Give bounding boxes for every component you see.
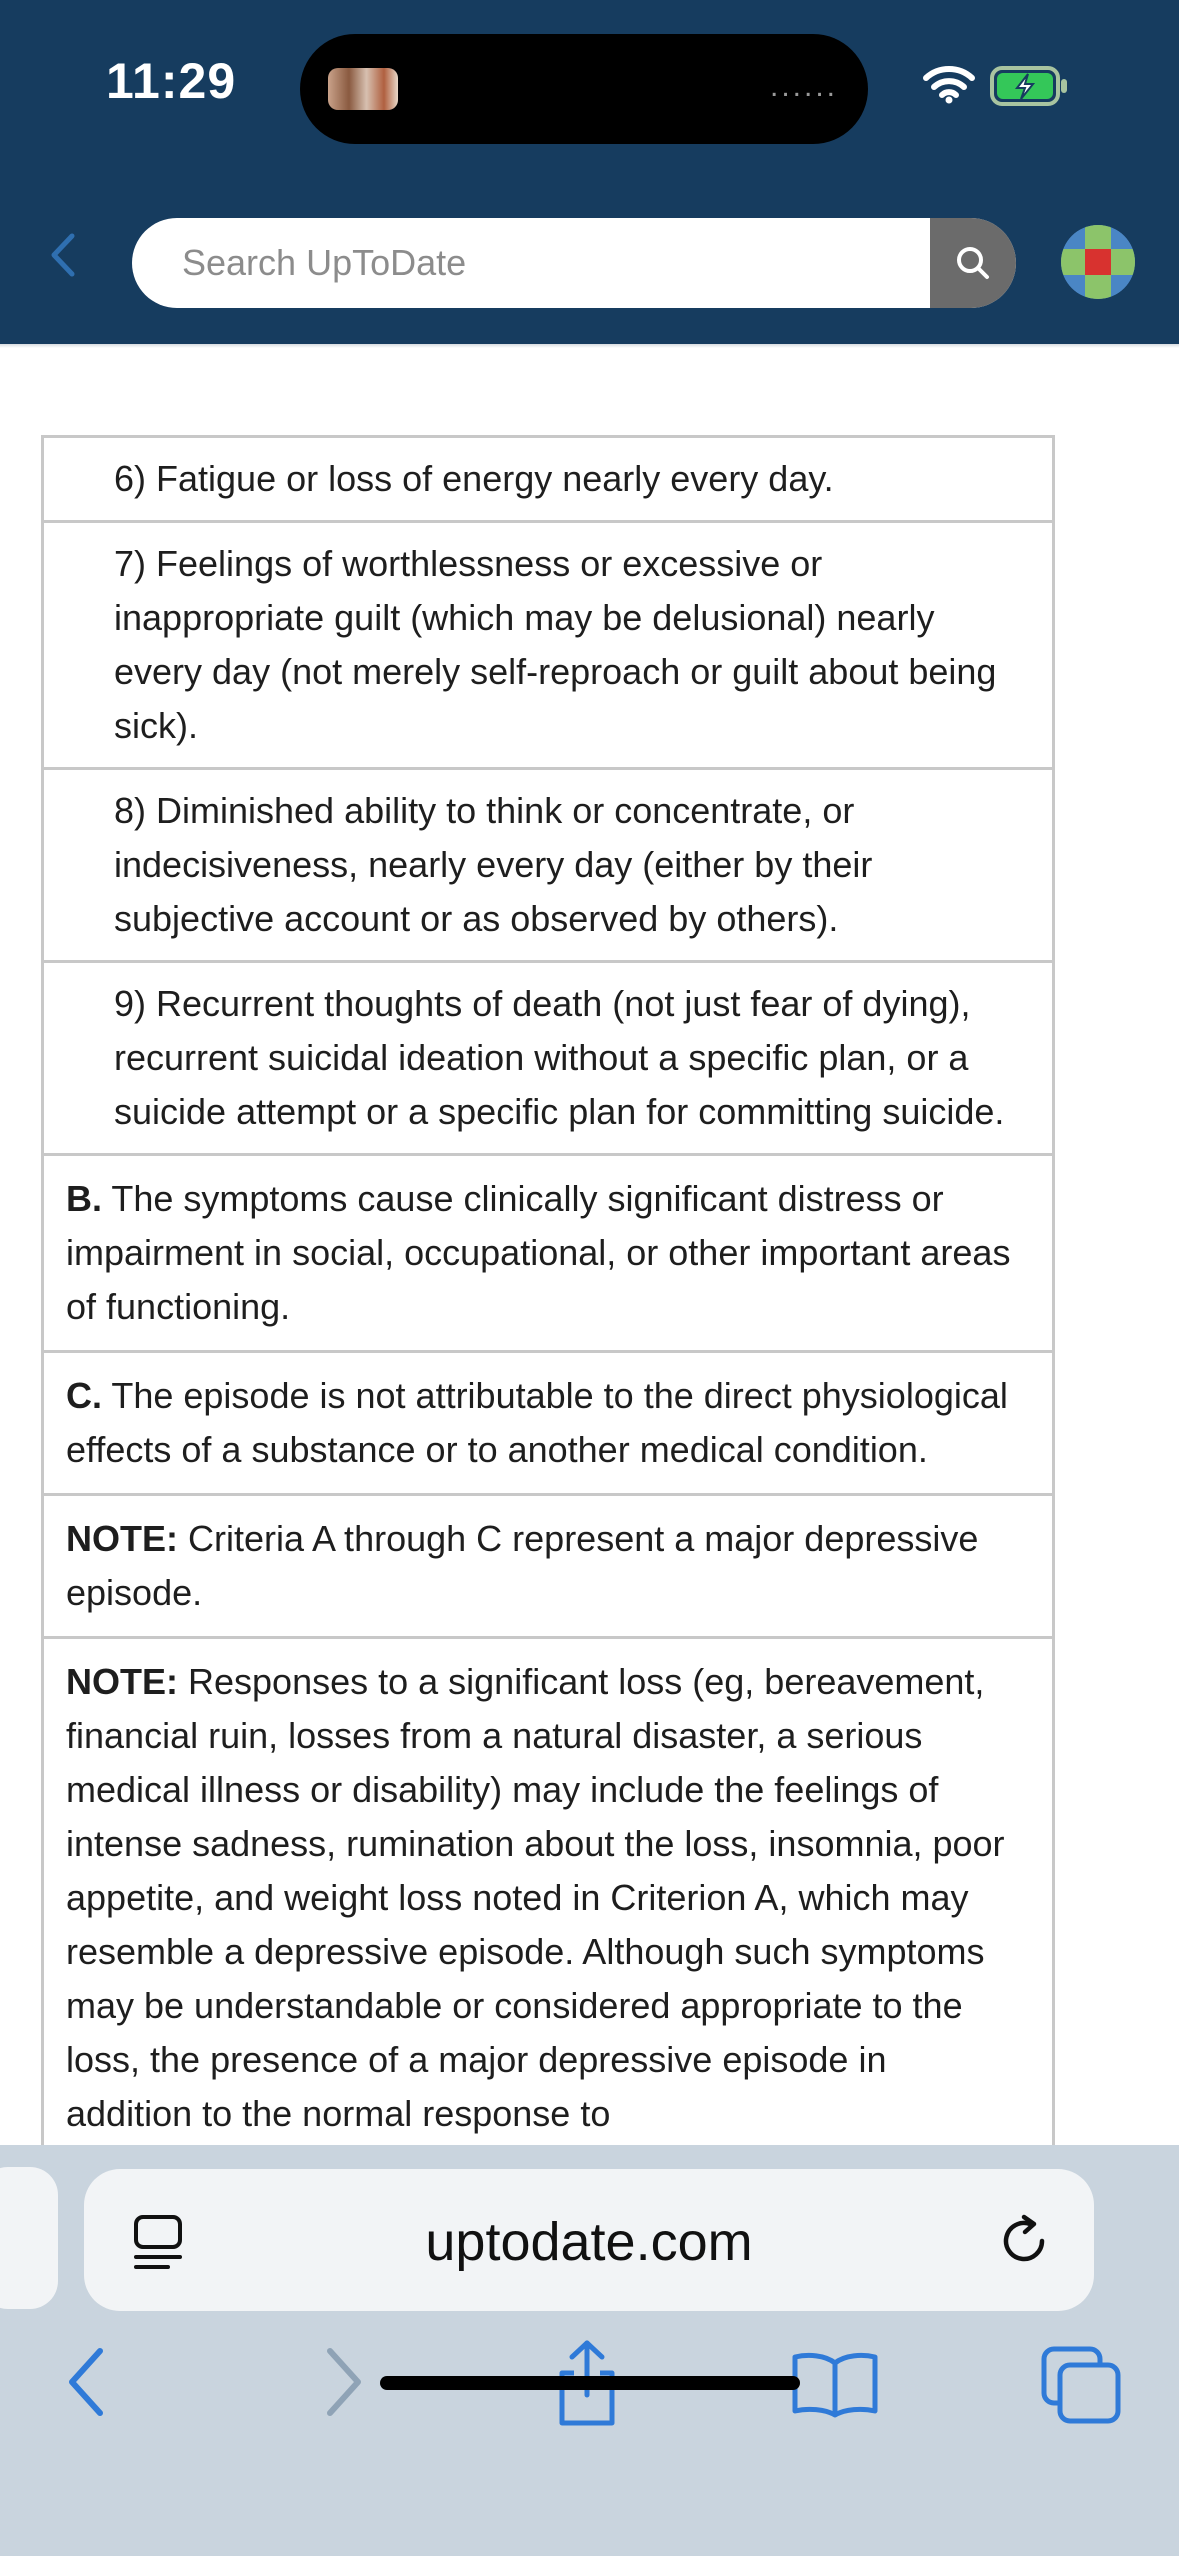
browser-back-icon[interactable]	[62, 2345, 112, 2419]
table-row	[44, 963, 1052, 1156]
row-prefix: NOTE:	[66, 1518, 178, 1559]
wifi-icon	[922, 64, 976, 104]
row-text: Criteria A through C represent a major depressive episode.	[66, 1518, 979, 1613]
table-row	[44, 523, 1052, 770]
table-row	[44, 1353, 1052, 1496]
row-text: Responses to a significant loss (eg, bereavement, financial ruin, losses from a natural disaster, a serious medical illness or disability) may include the feelings of intense sadness, rumination about the loss, insomnia, poor appetite, and weight loss noted in Criterion A, which may resemble a depressive episode. Although such symptoms may be understandable or considered appropriate to the loss, the presence of a major depressive episode in addition to the normal response to	[66, 1661, 1005, 2134]
search-icon	[953, 243, 993, 283]
row-prefix: C.	[66, 1375, 102, 1416]
browser-forward-icon[interactable]	[318, 2345, 368, 2419]
home-indicator[interactable]	[380, 2376, 800, 2390]
reload-icon[interactable]	[994, 2211, 1054, 2271]
search-button[interactable]	[930, 218, 1016, 308]
table-row	[44, 1156, 1052, 1353]
row-text: 8) Diminished ability to think or concentrate, or indecisiveness, nearly every day (either by their subjective account or as observed by others).	[114, 790, 873, 939]
tabs-icon[interactable]	[1040, 2345, 1124, 2425]
header-divider	[0, 344, 1179, 348]
table-row	[44, 438, 1052, 523]
bookmarks-icon[interactable]	[790, 2349, 880, 2419]
row-text: The episode is not attributable to the direct physiological effects of a substance or to another medical condition.	[66, 1375, 1008, 1470]
now-playing-thumbnail	[328, 68, 398, 110]
back-button[interactable]	[46, 230, 86, 290]
row-text: 6) Fatigue or loss of energy nearly every day.	[114, 458, 834, 499]
row-prefix: NOTE:	[66, 1661, 178, 1702]
criteria-table	[41, 435, 1055, 2160]
table-row	[44, 770, 1052, 963]
table-row	[44, 1496, 1052, 1639]
row-text: The symptoms cause clinically significant distress or impairment in social, occupational, or other important areas of functioning.	[66, 1178, 1011, 1327]
previous-tab-peek[interactable]	[0, 2167, 58, 2309]
url-text: uptodate.com	[425, 2212, 753, 2272]
row-text: 9) Recurrent thoughts of death (not just fear of dying), recurrent suicidal ideation without a specific plan, or a suicide attempt or a specific plan for committing suicide.	[114, 983, 1005, 1132]
app-header	[0, 0, 1179, 344]
uptodate-logo-icon[interactable]	[1060, 224, 1136, 300]
browser-toolbar	[0, 2145, 1179, 2556]
battery-charging-icon	[990, 64, 1070, 108]
chevron-left-icon	[46, 230, 78, 280]
row-text: 7) Feelings of worthlessness or excessive or inappropriate guilt (which may be delusional) nearly every day (not merely self-reproach or guilt about being sick).	[114, 543, 997, 746]
search-input[interactable]	[132, 218, 982, 308]
row-prefix: B.	[66, 1178, 102, 1219]
search-bar	[132, 218, 1016, 308]
address-bar[interactable]	[84, 2169, 1094, 2311]
table-row	[44, 1639, 1052, 2160]
dynamic-island[interactable]	[300, 34, 868, 144]
status-time: 11:29	[106, 53, 237, 109]
island-dots: ......	[769, 70, 838, 103]
